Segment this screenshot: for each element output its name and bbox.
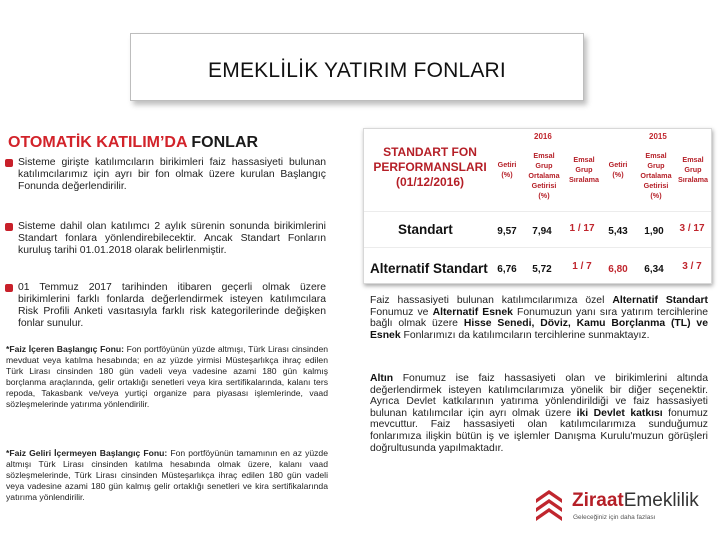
column-header-line: Emsal xyxy=(645,151,667,160)
section-heading xyxy=(8,134,258,152)
table-cell: 5,43 xyxy=(608,226,628,237)
paragraph-bold: iki Devlet katkısı xyxy=(576,407,663,419)
footnote-text: Fon portföyünün tamamının en az yüzde altmışı Türk Lirası cinsinden katılma hesabında olmak üzere, kalanı vaad sözleşmelerinde, Türk Lirası cinsinden Müsteşarlıkça ihraç edilen 180 gün vadeli veya vadesine azami 180 gün kalmış gelir ortaklığı senetleri ve kira sertifikalarında yatırıma yönlendirilir. xyxy=(6,448,328,502)
performance-table xyxy=(363,128,712,284)
table-cell: 6,76 xyxy=(497,264,517,275)
paragraph-text: Fonumuz ise faiz hassasiyeti olan ve birikimlerini altında değerlendirmek isteyen katılımcılarımıza yönelik bir diğer seçenektir. Ayrıca Devlet katkılarının yatırıma yönlendirildiği ve faiz hassasiyeti bulunan katılımcılar için ayrı olmak üzere xyxy=(370,373,708,419)
column-header-line: Getirisi xyxy=(531,181,557,190)
column-header-line: Sıralama xyxy=(678,175,708,184)
row-divider xyxy=(364,247,711,248)
column-header-line: Grup xyxy=(684,165,702,174)
column-header xyxy=(602,160,634,180)
column-header-line: Grup xyxy=(535,161,553,170)
paragraph-text: Fonumuz ve xyxy=(370,306,433,318)
paragraph-text: fonumuz mevcuttur. Faiz hassasiyeti olan katılımcılarımıza sunduğumuz fonlarımıza ilişkin bütün iş ve işlemler Danışma Kurulu'muzun görüşleri doğrultusunda yapılmaktadır. xyxy=(370,407,708,454)
footnote-faiz-iceren xyxy=(6,344,328,410)
brand-slogan: Geleceğiniz için daha fazlası xyxy=(573,514,656,521)
bullet-item: 01 Temmuz 2017 tarihinden itibaren geçerli olmak üzere birikimlerini farklı fonlarda değerlendirmek isteyen katılımcılara Risk Profili Anketi vasıtasıyla farklı risk kategorilerinde değişken fonlar sunulur. xyxy=(18,282,326,329)
column-header-line: Emsal xyxy=(533,151,555,160)
footnote-faiz-icermeyen xyxy=(6,448,328,503)
footnote-text: Fon portföyünün yüzde altmışı, Türk Lirası cinsinden mevduat veya katılma hesabında; en az yüzde yirmisi Müsteşarlıkça ihraç edilen Türk Lirası cinsinden 180 gün vadeli veya vadesine azami 180 gün kalmış borçlanma araçlarında, gelir ortaklığı senetleri veya kira sertifikalarında, kalanı ters repoda, Takasbank ve/veya yurtiçi organize para piyasası işlemlerinde, vaad sözleşmelerinde yatırıma yönlendirilir. xyxy=(6,344,328,409)
column-header-line: Getiri xyxy=(497,160,517,169)
column-header-line: (%) xyxy=(650,191,662,200)
column-header-line: Grup xyxy=(575,165,593,174)
brand-bold: Ziraat xyxy=(572,490,624,511)
bullet-item: Sisteme dahil olan katılımcı 2 aylık sürenin sonunda birikimlerini Standart fonlara yönlendirebilecektir. Ancak Standart Fonların kuruluş tarihi 01.01.2018 olarak belirlenmiştir. xyxy=(18,221,326,256)
column-header-line: Ortalama xyxy=(640,171,672,180)
row-label-standart: Standart xyxy=(398,222,453,237)
paragraph-text: Fonumuzun yanı sıra yatırım tercihlerine bağlı olmak üzere xyxy=(370,306,708,330)
column-header-line: Emsal xyxy=(682,155,704,164)
brand-name xyxy=(572,490,699,512)
column-header-line: Emsal xyxy=(573,155,595,164)
column-header xyxy=(492,160,522,180)
ziraat-mark-icon xyxy=(532,488,566,526)
paragraph-bold: Alternatif Esnek xyxy=(432,306,513,318)
table-cell: 1 / 17 xyxy=(569,223,595,234)
column-header xyxy=(636,151,676,201)
performance-title-line: STANDART FON xyxy=(383,145,477,159)
table-cell: 3 / 17 xyxy=(679,223,705,234)
paragraph-text: Fonlarımızı da katılımcıların tercihlerine sunmaktayız. xyxy=(400,329,650,341)
table-cell: 6,80 xyxy=(608,264,628,275)
paragraph-bold: Hisse Senedi, Döviz, Kamu Borçlanma (TL) ve Esnek xyxy=(370,318,708,341)
section-heading-dark: FONLAR xyxy=(191,134,259,151)
column-header-line: Getiri xyxy=(608,160,628,169)
footnote-lead: *Faiz Geliri İçermeyen Başlangıç Fonu: xyxy=(6,448,168,458)
column-header xyxy=(674,155,712,185)
paragraph-text: Faiz hassasiyeti bulunan katılımcılarımıza özel xyxy=(370,295,613,306)
paragraph-bold: Alternatif Standart xyxy=(612,295,709,306)
paragraph-bold: Altın xyxy=(370,373,394,384)
page-title: EMEKLİLİK YATIRIM FONLARI xyxy=(208,59,506,82)
table-cell: 6,34 xyxy=(644,264,664,275)
title-box xyxy=(130,33,584,101)
year-label: 2015 xyxy=(649,132,667,141)
column-header-line: Sıralama xyxy=(569,175,599,184)
column-header-line: Getirisi xyxy=(643,181,669,190)
bullet-item: Sisteme girişte katılımcıların birikimleri faiz hassasiyeti bulunan katılımcılarımız için ayrı bir fon olmak üzere kurulan Başlangıç Fonunda değerlendirilir. xyxy=(18,157,326,192)
column-header-line: Ortalama xyxy=(528,171,560,180)
column-header-line: (%) xyxy=(501,170,513,179)
table-cell: 9,57 xyxy=(497,226,517,237)
ziraat-logo xyxy=(532,486,712,532)
performance-title-line: (01/12/2016) xyxy=(395,175,465,189)
table-cell: 5,72 xyxy=(532,264,552,275)
table-cell: 1 / 7 xyxy=(572,261,592,272)
table-cell: 7,94 xyxy=(532,226,552,237)
column-header xyxy=(564,155,604,185)
brand-light: Emeklilik xyxy=(623,490,699,511)
performance-title-line: PERFORMANSLARI xyxy=(373,160,487,174)
footnote-lead: *Faiz İçeren Başlangıç Fonu: xyxy=(6,344,124,354)
row-divider xyxy=(364,211,711,212)
table-cell: 3 / 7 xyxy=(682,261,702,272)
year-label: 2016 xyxy=(534,132,552,141)
row-label-alternatif-standart: Alternatif Standart xyxy=(370,261,488,276)
paragraph-fund-options xyxy=(370,295,708,341)
column-header xyxy=(524,151,564,201)
table-cell: 1,90 xyxy=(644,226,664,237)
column-header-line: Grup xyxy=(647,161,665,170)
column-header-line: (%) xyxy=(538,191,550,200)
paragraph-gold-fund xyxy=(370,373,708,454)
section-heading-red: OTOMATİK KATILIM’DA xyxy=(8,134,187,151)
column-header-line: (%) xyxy=(612,170,624,179)
performance-title xyxy=(370,145,490,190)
